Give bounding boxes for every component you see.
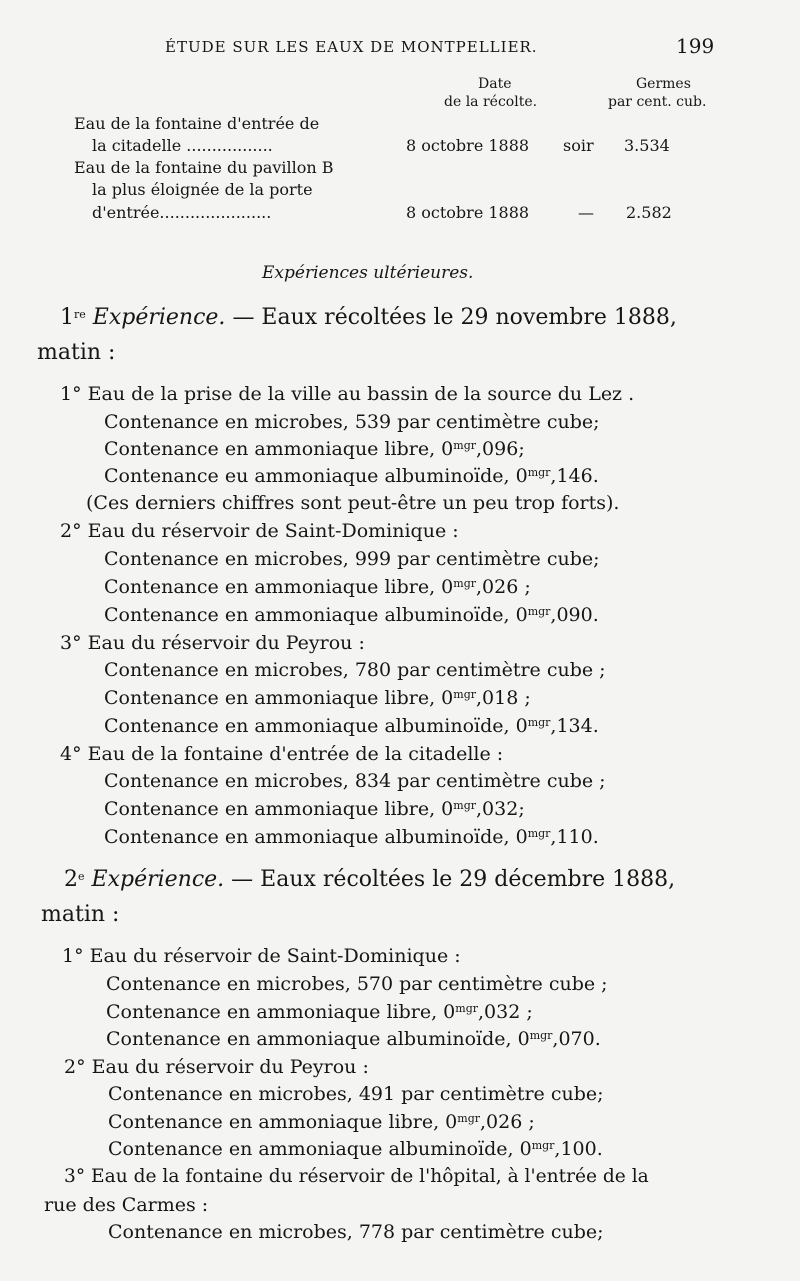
exp2-text-cont: matin : — [41, 902, 120, 927]
exp2-item3-title-cont: rue des Carmes : — [44, 1194, 209, 1216]
exp1-item2-line3: Contenance en ammoniaque albuminoïde, $0^{mgr},090$. — [104, 604, 599, 626]
exp1-item4-line1: Contenance en microbes, 834 par centimètre cube ; — [104, 770, 606, 792]
exp1-text: — Eaux récoltées le 29 novembre 1888, — [232, 305, 677, 330]
table-row-1-value: 3.534 — [624, 136, 670, 155]
table-row-1-label-line2: la citadelle ................. — [92, 136, 273, 155]
table-row-1-date: 8 octobre 1888 — [406, 136, 530, 155]
col-date-header: Date — [478, 76, 512, 92]
exp1-item2-line1: Contenance en microbes, 999 par centimètre cube; — [104, 548, 600, 570]
exp2-item3-line1: Contenance en microbes, 778 par centimètre cube; — [108, 1221, 604, 1243]
exp1-item4-line2: Contenance en ammoniaque libre, $0^{mgr},032$; — [104, 798, 525, 820]
exp1-item1-line3: Contenance eu ammoniaque albuminoïde, $0^{mgr},146$. — [104, 465, 599, 487]
col-date-subheader: de la récolte. — [444, 94, 538, 110]
exp1-heading — [60, 305, 677, 330]
col-germs-subheader: par cent. cub. — [608, 94, 707, 110]
exp2-item2-title: 2° Eau du réservoir du Peyrou : — [64, 1056, 369, 1078]
exp2-item2-line2: Contenance en ammoniaque libre, $0^{mgr},026$ ; — [108, 1111, 535, 1133]
exp2-number-sup: e — [78, 870, 85, 883]
exp2-item1-line1: Contenance en microbes, 570 par centimètre cube ; — [106, 973, 608, 995]
col-germs-header: Germes — [636, 76, 691, 92]
table-row-2-sep: — — [578, 203, 594, 222]
running-title: ÉTUDE SUR LES EAUX DE MONTPELLIER. — [165, 38, 538, 56]
exp2-text: — Eaux récoltées le 29 décembre 1888, — [231, 867, 676, 892]
page-number: 199 — [676, 34, 715, 58]
exp1-item2-title: 2° Eau du réservoir de Saint-Dominique : — [60, 520, 459, 542]
exp2-item1-line2: Contenance en ammoniaque libre, $0^{mgr},032$ ; — [106, 1001, 533, 1023]
exp1-item1-line1: Contenance en microbes, 539 par centimètre cube; — [104, 411, 600, 433]
exp2-item2-line3: Contenance en ammoniaque albuminoïde, $0^{mgr},100$. — [108, 1138, 603, 1160]
exp1-text-cont: matin : — [37, 340, 116, 365]
exp1-item4-title: 4° Eau de la fontaine d'entrée de la citadelle : — [60, 743, 504, 765]
exp1-item1-title: 1° Eau de la prise de la ville au bassin de la source du Lez . — [60, 383, 635, 405]
table-row-1-sep: soir — [563, 136, 594, 155]
table-row-2-label-line1: Eau de la fontaine du pavillon B — [74, 158, 334, 177]
exp2-item3-title: 3° Eau de la fontaine du réservoir de l'hôpital, à l'entrée de la — [64, 1166, 649, 1187]
exp1-item1-note: (Ces derniers chiffres sont peut-être un peu trop forts). — [86, 492, 620, 514]
exp2-heading — [64, 867, 675, 892]
exp1-item2-line2: Contenance en ammoniaque libre, $0^{mgr},026$ ; — [104, 576, 531, 598]
exp2-item1-line3: Contenance en ammoniaque albuminoïde, $0^{mgr},070$. — [106, 1028, 601, 1050]
exp1-item1-line2: Contenance en ammoniaque libre, $0^{mgr},096$; — [104, 438, 525, 460]
exp2-number: 2 — [64, 867, 78, 892]
table-row-1-label-line1: Eau de la fontaine d'entrée de — [74, 114, 320, 133]
exp2-item2-line1: Contenance en microbes, 491 par centimètre cube; — [108, 1083, 604, 1105]
exp2-label: Expérience. — [91, 867, 225, 892]
table-row-2-label-line3: d'entrée...................... — [92, 203, 272, 222]
exp1-item3-line3: Contenance en ammoniaque albuminoïde, $0^{mgr},134$. — [104, 715, 599, 737]
section-title: Expériences ultérieures. — [262, 263, 474, 283]
exp1-number: 1 — [60, 305, 74, 330]
exp1-item3-line1: Contenance en microbes, 780 par centimètre cube ; — [104, 659, 606, 681]
exp1-item3-title: 3° Eau du réservoir du Peyrou : — [60, 632, 365, 654]
table-row-2-value: 2.582 — [626, 203, 672, 222]
table-row-2-date: 8 octobre 1888 — [406, 203, 530, 222]
exp1-item4-line3: Contenance en ammoniaque albuminoïde, $0^{mgr},110$. — [104, 826, 599, 848]
exp1-item3-line2: Contenance en ammoniaque libre, $0^{mgr},018$ ; — [104, 687, 531, 709]
table-row-2-label-line2: la plus éloignée de la porte — [92, 180, 313, 199]
exp1-number-sup: re — [74, 308, 86, 321]
exp1-label: Expérience. — [92, 305, 226, 330]
exp2-item1-title: 1° Eau du réservoir de Saint-Dominique : — [62, 945, 461, 967]
